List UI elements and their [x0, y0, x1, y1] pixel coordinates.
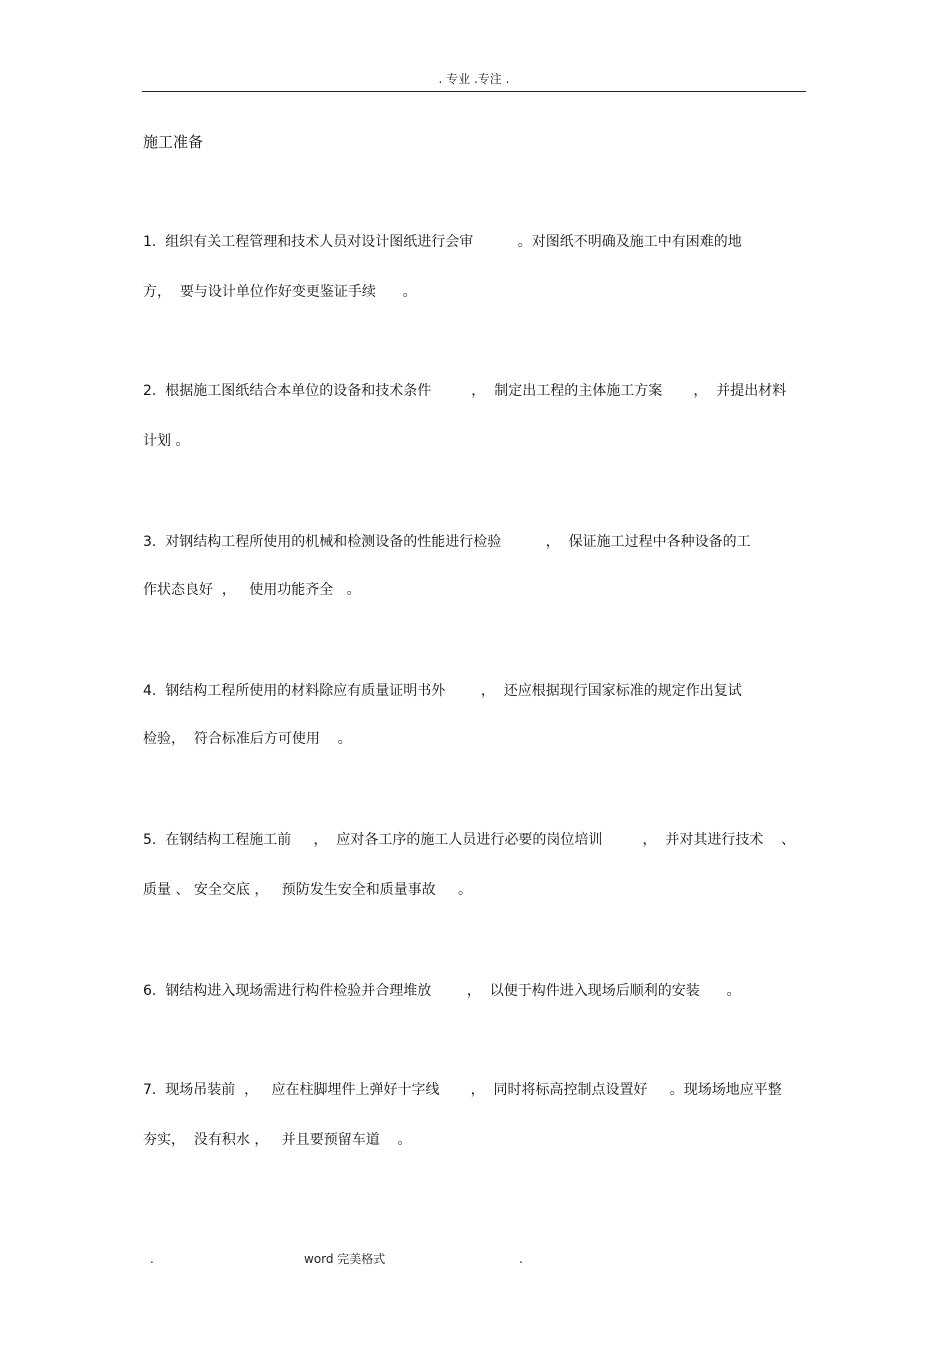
item-1-line-1: 1. 组织有关工程管理和技术人员对设计图纸进行会审 。对图纸不明确及施工中有困难的地 [143, 234, 742, 250]
page-header-text: . 专业 .专注 . [438, 72, 510, 86]
section-heading: 施工准备 [143, 133, 204, 151]
item-2-line-1: 2. 根据施工图纸结合本单位的设备和技术条件 ， 制定出工程的主体施工方案 ， 并提出材料 [143, 383, 787, 399]
page-header [142, 70, 806, 92]
item-2-line-2: 计划 。 [143, 433, 190, 449]
item-4-line-1: 4. 钢结构工程所使用的材料除应有质量证明书外 ， 还应根据现行国家标准的规定作出复试 [143, 683, 742, 699]
item-3-line-1: 3. 对钢结构工程所使用的机械和检测设备的性能进行检验 ， 保证施工过程中各种设备的工 [143, 534, 751, 550]
item-3-line-2: 作状态良好 ， 使用功能齐全 。 [143, 582, 361, 598]
item-7-line-1: 7. 现场吊装前 ， 应在柱脚埋件上弹好十字线 ， 同时将标高控制点设置好 。现场场地应平整 [143, 1082, 782, 1098]
footer-left-dot: . [150, 1252, 154, 1266]
item-5-line-1: 5. 在钢结构工程施工前 ， 应对各工序的施工人员进行必要的岗位培训 ， 并对其进行技术 、 [143, 832, 796, 848]
item-4-line-2: 检验， 符合标准后方可使用 。 [143, 731, 352, 747]
footer-text: word 完美格式 [304, 1252, 386, 1266]
item-1-line-2: 方， 要与设计单位作好变更鉴证手续 。 [143, 284, 417, 300]
item-7-line-2: 夯实， 没有积水 ， 并且要预留车道 。 [143, 1132, 412, 1148]
footer-right-dot: . [519, 1252, 523, 1266]
item-5-line-2: 质量 、 安全交底 ， 预防发生安全和质量事故 。 [143, 882, 472, 898]
item-6-line-1: 6. 钢结构进入现场需进行构件检验并合理堆放 ， 以便于构件进入现场后顺利的安装 。 [143, 983, 741, 999]
